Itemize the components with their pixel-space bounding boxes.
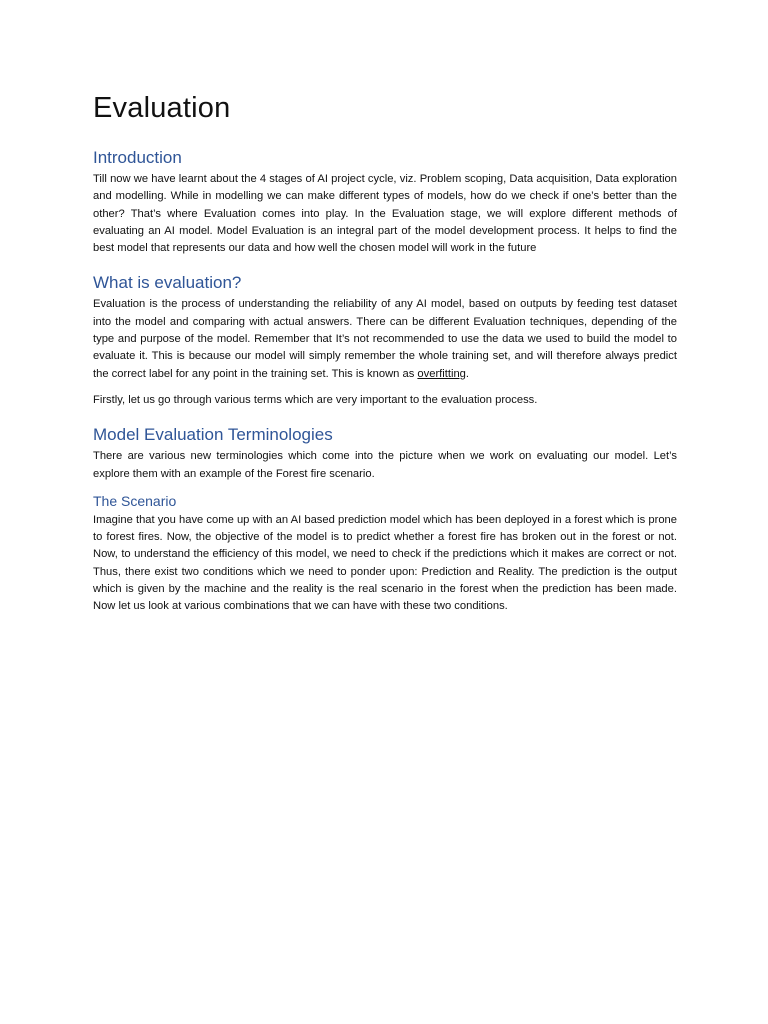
terminologies-section — [93, 425, 677, 615]
overfitting-term: overfitting — [417, 367, 466, 380]
introduction-heading: Introduction — [93, 148, 182, 167]
evaluation-text-before-link: Evaluation is the process of understanding the reliability of any AI model, based on outputs by feeding test dataset into the model and comparing with actual answers. There can be different Evaluation techniques, depending of the type and purpose of the model. Remember that It’s not recommended to use the data we used to build the model to evaluate it. This is because our model will simply remember the whole training set, and will therefore always predict the correct label for any point in the training set. This is known as — [93, 298, 677, 380]
introduction-paragraph: Till now we have learnt about the 4 stages of AI project cycle, viz. Problem scoping, Data acquisition, Data exploration and modelling. While in modelling we can make different types of models, how do we check if one’s better than the other? That’s where Evaluation comes into play. In the Evaluation stage, we will explore different methods of evaluating an AI model. Model Evaluation is an integral part of the model development process. It helps to find the best model that represents our data and how well the chosen model will work in the future — [93, 173, 677, 255]
evaluation-text-after-link: . — [465, 367, 470, 380]
terminologies-paragraph: There are various new terminologies which come into the picture when we work on evaluating our model. Let’s explore them with an example of the Forest fire scenario. — [93, 450, 677, 480]
scenario-heading: The Scenario — [93, 492, 177, 509]
what-is-evaluation-paragraph — [93, 296, 677, 382]
document-page — [93, 90, 677, 632]
document-title: Evaluation — [93, 92, 231, 124]
evaluation-terms-paragraph: Firstly, let us go through various terms which are very important to the evaluation process. — [93, 393, 538, 406]
terminologies-heading: Model Evaluation Terminologies — [93, 425, 333, 445]
what-is-evaluation-section — [93, 273, 677, 409]
introduction-section — [93, 148, 677, 257]
what-is-evaluation-heading: What is evaluation? — [93, 273, 242, 293]
scenario-paragraph: Imagine that you have come up with an AI based prediction model which has been deployed in a forest which is prone to forest fires. Now, the objective of the model is to predict whether a forest fire has broken out in the forest or not. Now, to understand the efficiency of this model, we need to check if the predictions which it makes are correct or not. Thus, there exist two conditions which we need to ponder upon: Prediction and Reality. The prediction is the output which is given by the machine and the reality is the real scenario in the forest when the prediction has been made. Now let us look at various combinations that we can have with these two conditions. — [93, 513, 677, 613]
